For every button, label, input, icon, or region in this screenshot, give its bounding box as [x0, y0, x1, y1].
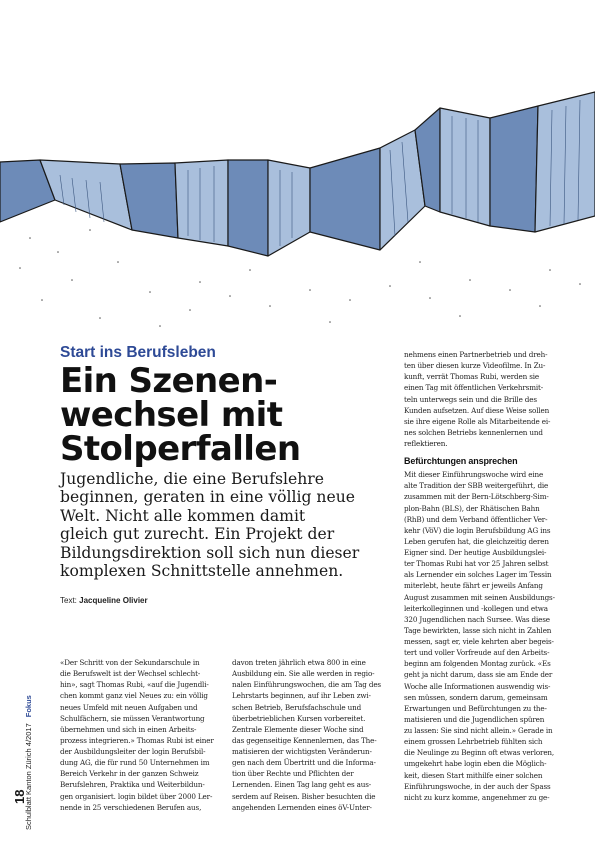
text-line: davon treten jährlich etwa 800 in eine: [232, 658, 366, 667]
text-line: Lernenden. Einen Tag lang geht es aus-: [232, 780, 372, 790]
text-line: serdem auf Reisen. Bisher besuchten die: [232, 791, 376, 801]
text-line: umgekehrt habe login eben die Möglich-: [404, 759, 547, 769]
text-line: Berufslehren, Praktika und Weiterbildun-: [60, 780, 205, 790]
body-column-3: [404, 349, 566, 803]
text-line: leiterkolleginnen und -kollegen und etwa: [404, 603, 548, 613]
text-line: tion über Rechte und Pflichten der: [232, 769, 354, 779]
page-number: 18: [12, 789, 27, 804]
text-line: nalen Einführungswochen, die am Tag des: [232, 680, 381, 690]
kicker: Start ins Berufsleben: [60, 344, 216, 361]
subheading: Befürchtungen ansprechen: [404, 456, 518, 467]
section-name: Fokus: [24, 695, 33, 718]
text-line: Tage bewirkten, lasse sich nicht in Zahlen: [404, 625, 552, 635]
lead-line: Bildungsdirektion soll sich nun dieser: [60, 543, 360, 562]
text-line: beginn am folgenden Montag zurück. «Es: [404, 659, 551, 669]
column-3-bottom: [404, 469, 566, 803]
text-line: tert und voller Vorfreude auf den Arbeits-: [404, 648, 550, 658]
text-line: (RhB) und dem Verband öffentlicher Ver-: [404, 514, 548, 524]
ground-texture: [19, 229, 581, 327]
text-line: Lehrstarts beginnen, auf ihr Leben zwi-: [232, 691, 371, 701]
text-line: nicht zu kurz komme, angenehmer zu ge-: [404, 792, 550, 802]
lead-line: Welt. Nicht alle kommen damit: [60, 506, 306, 525]
byline-prefix: Text:: [60, 596, 77, 605]
text-line: miterlebt, heute fährt er jeweils Anfang: [404, 581, 543, 591]
text-line: prozess integrieren.» Thomas Rubi ist einer: [60, 735, 214, 745]
text-line: der Ausbildungsleiter der login Berufsbil-: [60, 747, 206, 756]
text-line: matisieren der wichtigsten Veränderun-: [232, 747, 372, 756]
text-line: sie ihre eigene Rolle als Mitarbeitende ei-: [404, 416, 551, 426]
text-line: Zentrale Elemente dieser Woche sind: [232, 724, 364, 734]
lead-line: gleich gut zurecht. Ein Projekt der: [60, 525, 335, 544]
text-line: zusammen mit der Bern-Lötschberg-Sim-: [404, 492, 549, 502]
text-line: Bereich Verkehr in der ganzen Schweiz: [60, 769, 199, 779]
text-line: nende in 25 verschiedenen Berufen aus,: [60, 802, 202, 812]
text-line: chen kommt ganz viel Neues zu: ein völlig: [60, 691, 208, 701]
text-line: schen Betrieb, Berufsfachschule und: [232, 702, 362, 712]
text-line: plon-Bahn (BLS), der Rhätischen Bahn: [404, 503, 540, 513]
column-3-top: [404, 349, 566, 449]
text-line: neues Umfeld mit neuen Aufgaben und: [60, 702, 198, 712]
text-line: Ausbildung ein. Sie alle werden in regio-: [232, 669, 375, 679]
text-line: überbetrieblichen Kursen vorbereitet.: [232, 713, 366, 723]
text-line: das gegenseitige Kennenlernen, das The-: [232, 735, 377, 745]
text-line: kunft, verrät Thomas Rubi, werden sie: [404, 372, 540, 382]
headline-line: wechsel mit: [60, 395, 283, 435]
text-line: geht ja nicht darum, dass sie am Ende der: [404, 670, 553, 680]
text-line: nes solchen Betriebs kennenlernen und: [404, 427, 543, 437]
body-column-2: [232, 657, 394, 813]
text-line: gen organisiert. login bildet über 2000 Ler-: [60, 791, 213, 801]
text-line: sen müssen, sondern darum, gemeinsam: [404, 692, 548, 702]
text-line: gen nach dem Übertritt und die Informa-: [232, 758, 376, 768]
text-line: 320 Jugendlichen nach Sursee. Was diese: [404, 614, 550, 624]
text-line: die Neulinge zu Beginn oft etwas verloren,: [404, 748, 555, 758]
text-line: Mit dieser Einführungswoche wird eine: [404, 470, 544, 480]
text-line: einem grossen Lehrbetrieb fühlten sich: [404, 737, 543, 747]
sidebar-text: [24, 695, 33, 830]
publication-name: Schulblatt Kanton Zürich 4/2017: [24, 723, 33, 830]
illustration-folding-wall: [0, 0, 595, 340]
text-line: alte Tradition der SBB weitergeführt, die: [404, 481, 549, 491]
text-line: übernehmen und sich in einen Arbeits-: [60, 724, 197, 734]
text-line: «Der Schritt von der Sekundarschule in: [60, 658, 200, 667]
text-line: August zusammen mit seinen Ausbildungs-: [404, 592, 555, 602]
lead-line: komplexen Schnittstelle annehmen.: [60, 562, 344, 581]
text-line: zu lassen: Sie sind nicht allein.» Gerade in: [404, 726, 553, 735]
lead-line: Jugendliche, die eine Berufslehre: [60, 470, 324, 488]
text-line: Einführungswoche, in der auch der Spass: [404, 781, 551, 791]
text-line: die Berufswelt ist der Wechsel schlecht-: [60, 669, 201, 679]
headline-line: Ein Szenen-: [60, 361, 278, 401]
text-line: reflektieren.: [404, 439, 448, 448]
text-line: dung AG, die für rund 50 Unternehmen im: [60, 758, 210, 768]
text-line: angehenden Lernenden eines öV-Unter-: [232, 802, 372, 812]
headline-line: Stolperfallen: [60, 429, 301, 469]
text-line: Schulfächern, sie müssen Verantwortung: [60, 713, 205, 723]
text-line: Leben gerufen hat, die gleichzeitig deren: [404, 536, 549, 546]
text-line: hin», sagt Thomas Rubi, «auf die Jugendli-: [60, 680, 209, 690]
text-line: teln unterwegs sein und die Brille des: [404, 394, 537, 404]
text-line: messen, sagt er, viele kehrten aber begeis-: [404, 637, 554, 646]
text-line: Woche alle Informationen auswendig wis-: [404, 681, 551, 691]
byline-author: Jacqueline Olivier: [79, 596, 148, 605]
text-line: als Lernender ein solches Lager im Tessin: [404, 570, 552, 580]
wall-panels: [0, 92, 595, 256]
text-line: matisieren und die Jugendlichen spüren: [404, 714, 545, 724]
byline: [60, 596, 148, 605]
text-line: Kunden aufsetzen. Auf diese Weise sollen: [404, 405, 550, 415]
text-line: kehr (VöV) die login Berufsbildung AG ins: [404, 525, 551, 535]
text-line: Erwartungen und Befürchtungen zu the-: [404, 703, 547, 713]
text-line: keit, diesen Start mithilfe einer solchen: [404, 770, 543, 780]
headline: [60, 361, 400, 469]
text-line: ter Thomas Rubi hat vor 25 Jahren selbst: [404, 559, 549, 569]
text-line: Eigner sind. Der heutige Ausbildungslei-: [404, 548, 547, 557]
text-line: ten über diesen kurze Videofilme. In Zu-: [404, 361, 546, 371]
body-column-1: [60, 657, 222, 813]
text-line: einen Tag mit öffentlichen Verkehrsmit-: [404, 383, 544, 393]
lead-line: beginnen, geraten in eine völlig neue: [60, 488, 355, 507]
text-line: nehmens einen Partnerbetrieb und dreh-: [404, 350, 548, 359]
lead-paragraph: [60, 470, 400, 580]
